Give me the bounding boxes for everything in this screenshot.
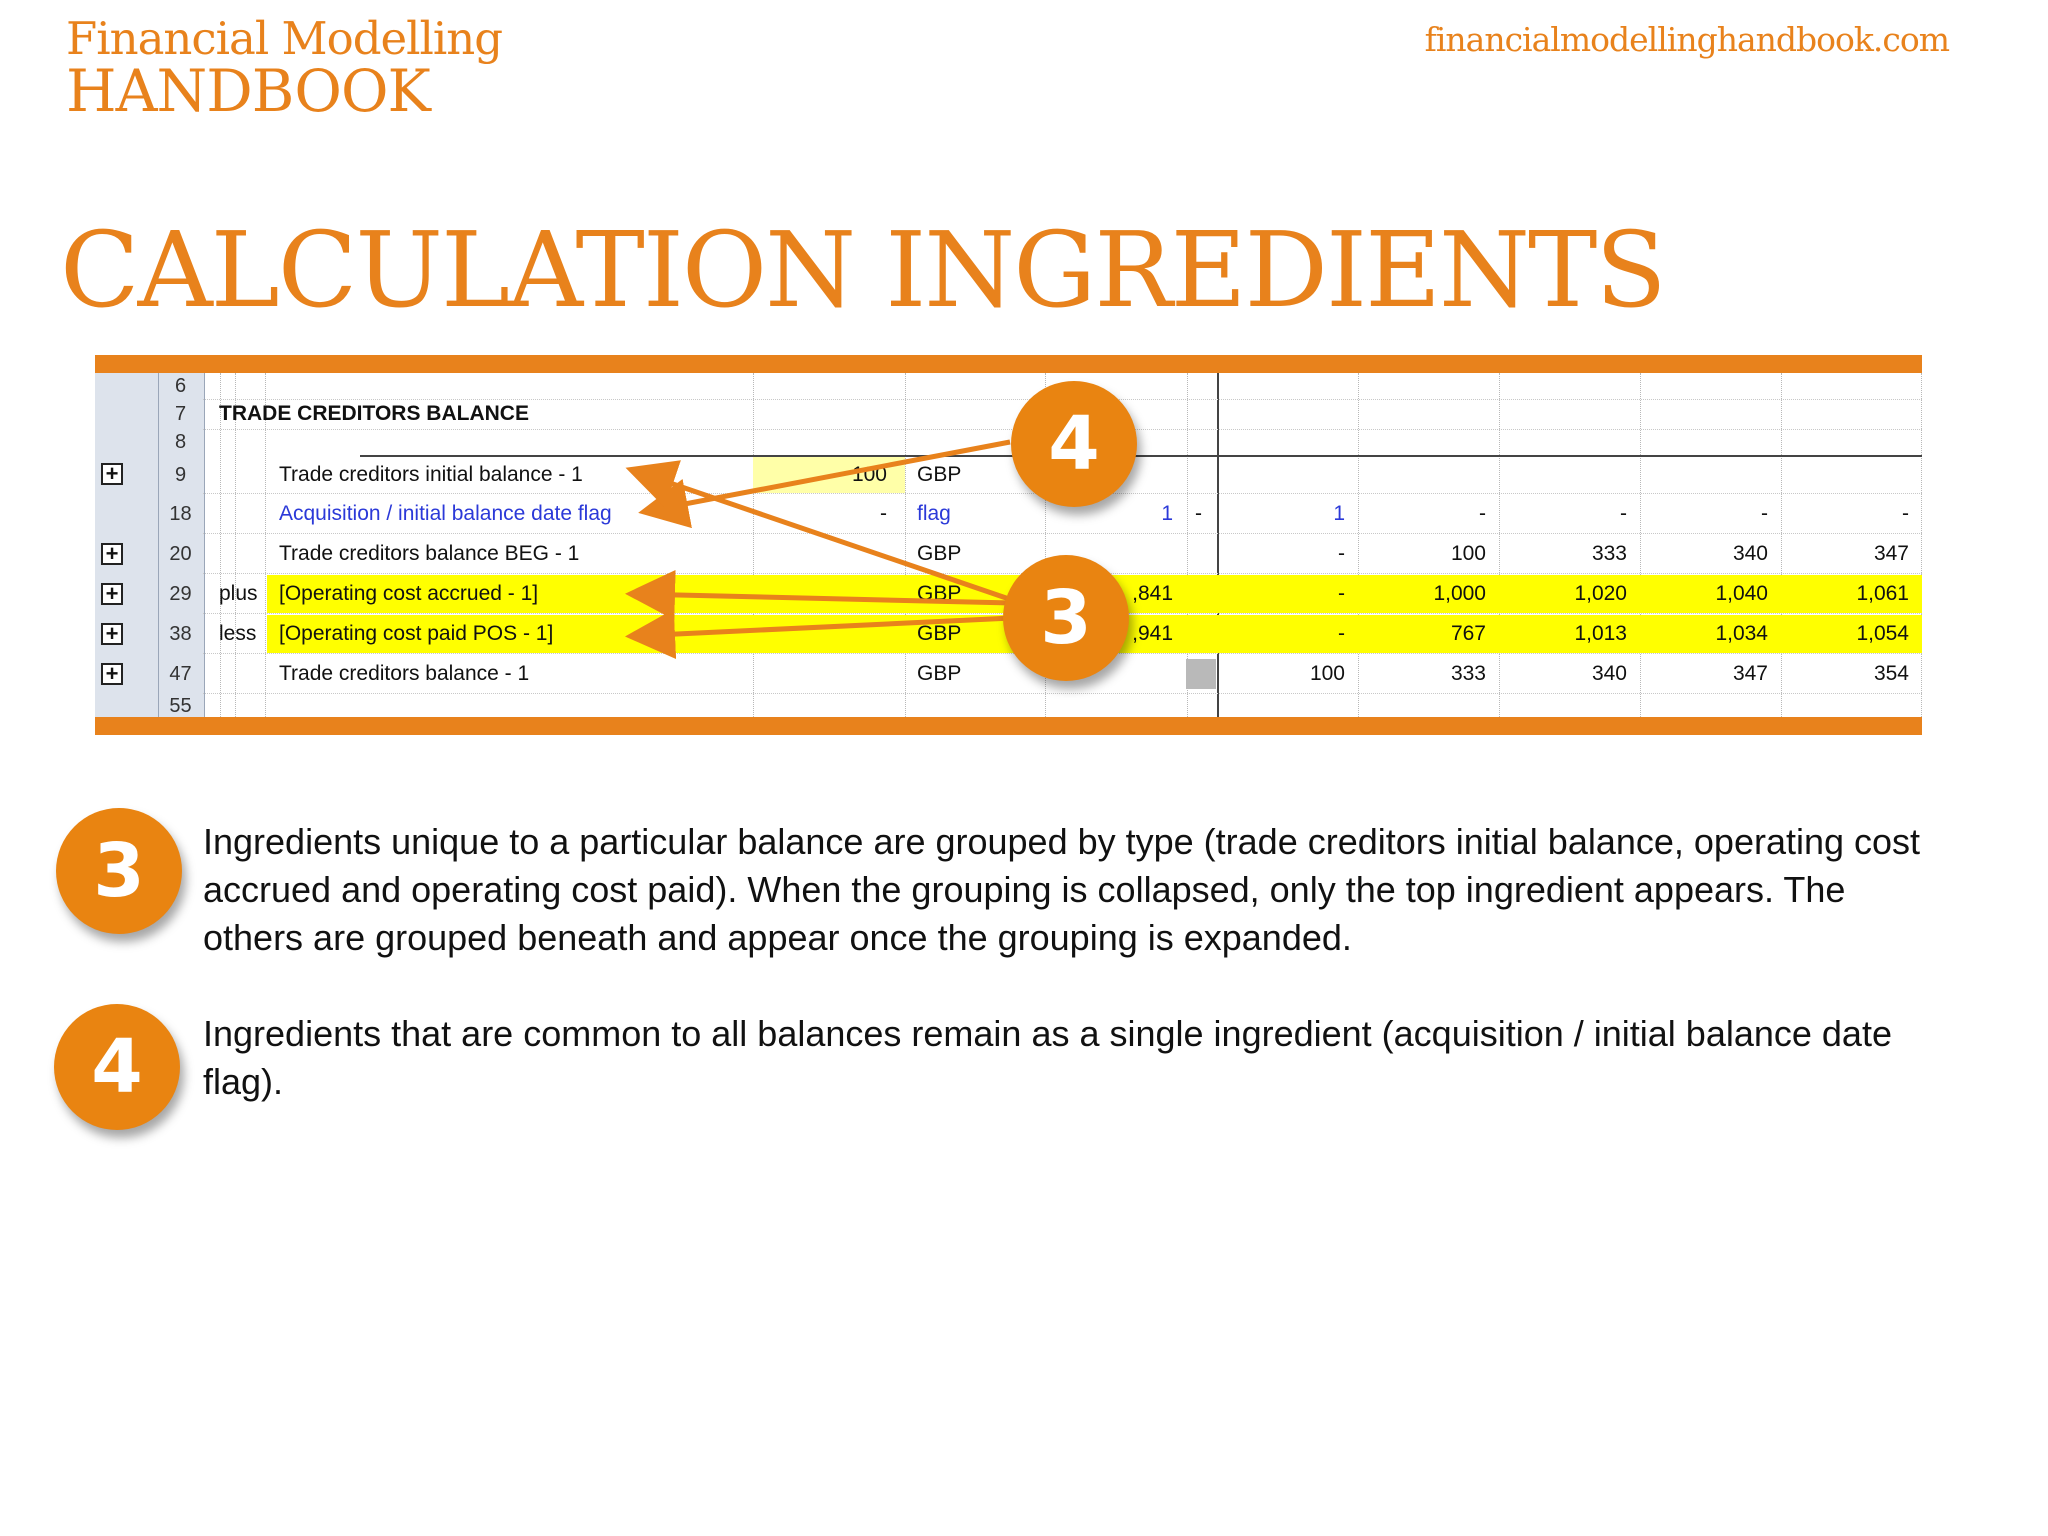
expand-group-button[interactable]: + — [101, 583, 123, 605]
row-label: [Operating cost accrued - 1] — [279, 582, 539, 605]
unit-cell: GBP — [917, 662, 962, 685]
row-prefix: less — [219, 622, 257, 645]
site-url[interactable]: financialmodellinghandbook.com — [1424, 20, 1949, 59]
section-heading: TRADE CREDITORS BALANCE — [219, 402, 529, 425]
period-cell: - — [1338, 542, 1345, 565]
row-label: Trade creditors balance BEG - 1 — [279, 542, 580, 565]
sheet-row — [95, 429, 1922, 455]
expand-group-button[interactable]: + — [101, 663, 123, 685]
grey-marker — [1186, 659, 1216, 689]
unit-cell: GBP — [917, 622, 962, 645]
row-number: 6 — [174, 374, 187, 397]
period-cell: 1,061 — [1856, 582, 1909, 605]
input-value: - — [880, 502, 887, 525]
period-cell: 1,000 — [1433, 582, 1486, 605]
sheet-row — [95, 535, 1922, 573]
row-number: 18 — [169, 502, 192, 525]
period-cell: 1,040 — [1715, 582, 1768, 605]
brand-handbook: HANDBOOK — [66, 57, 430, 125]
total-cell: ,841 — [1132, 582, 1173, 605]
callout-badge-3: 3 — [1003, 555, 1129, 681]
expand-group-button[interactable]: + — [101, 543, 123, 565]
sheet-row — [95, 457, 1922, 493]
period-cell: 354 — [1873, 662, 1909, 685]
unit-cell: GBP — [917, 582, 962, 605]
period-cell: 767 — [1450, 622, 1486, 645]
row-number: 20 — [169, 542, 192, 565]
period-cell: - — [1338, 582, 1345, 605]
note-text-3: Ingredients unique to a particular balance are grouped by type (trade creditors initial balance, operating cost accrued and operating cost paid). When the grouping is collapsed, only the top ingredient appears. The others are grouped beneath and appear once the grouping is expanded. — [203, 821, 1921, 958]
row-prefix: plus — [219, 582, 258, 605]
row-number: 7 — [174, 402, 187, 425]
unit-cell: GBP — [917, 542, 962, 565]
period-cell: 333 — [1450, 662, 1486, 685]
spreadsheet-excerpt — [95, 355, 1922, 735]
period-cell: - — [1902, 502, 1909, 525]
period-cell: 100 — [1309, 662, 1345, 685]
slide-title: CALCULATION INGREDIENTS — [60, 209, 1665, 331]
sheet-row — [95, 655, 1922, 693]
sheet-row — [95, 399, 1922, 429]
row-label: Acquisition / initial balance date flag — [279, 502, 612, 525]
period-cell: 1,034 — [1715, 622, 1768, 645]
row-number: 55 — [169, 694, 192, 717]
row-number: 38 — [169, 622, 192, 645]
expand-group-button[interactable]: + — [101, 463, 123, 485]
unit-cell: flag — [917, 502, 951, 525]
unit-cell: GBP — [917, 463, 962, 486]
brand-name: Financial Modelling — [66, 12, 503, 65]
period-cell: 333 — [1591, 542, 1627, 565]
row-number: 8 — [174, 430, 187, 453]
note-badge-4: 4 — [54, 1004, 180, 1130]
period-cell: - — [1620, 502, 1627, 525]
sheet-top-bar — [95, 355, 1922, 373]
sheet-bottom-bar — [95, 717, 1922, 735]
period-cell: - — [1479, 502, 1486, 525]
sheet-row — [95, 495, 1922, 533]
period-cell: 1,054 — [1856, 622, 1909, 645]
period-cell: 340 — [1591, 662, 1627, 685]
period-cell: - — [1761, 502, 1768, 525]
sheet-row — [95, 373, 1922, 399]
note-text-4: Ingredients that are common to all balances remain as a single ingredient (acquisition / initial balance date flag). — [203, 1013, 1892, 1102]
row-label: Trade creditors balance - 1 — [279, 662, 530, 685]
row-number: 29 — [169, 582, 192, 605]
note-badge-3: 3 — [56, 808, 182, 934]
input-value[interactable]: 100 — [851, 463, 887, 486]
period-cell: 347 — [1873, 542, 1909, 565]
period-cell: 347 — [1732, 662, 1768, 685]
callout-badge-4: 4 — [1011, 381, 1137, 507]
period-cell: - — [1338, 622, 1345, 645]
total-cell: 1 — [1161, 502, 1173, 525]
total-cell: ,941 — [1132, 622, 1173, 645]
period-cell: 1 — [1333, 502, 1345, 525]
period-cell: 340 — [1732, 542, 1768, 565]
row-number: 9 — [174, 463, 187, 486]
expand-group-button[interactable]: + — [101, 623, 123, 645]
row-label: Trade creditors initial balance - 1 — [279, 463, 583, 486]
period-cell: 1,020 — [1574, 582, 1627, 605]
row-number: 47 — [169, 662, 192, 685]
period-cell: 100 — [1450, 542, 1486, 565]
dash-cell: - — [1195, 502, 1202, 525]
row-label: [Operating cost paid POS - 1] — [279, 622, 554, 645]
sheet-row — [95, 695, 1922, 717]
period-cell: 1,013 — [1574, 622, 1627, 645]
